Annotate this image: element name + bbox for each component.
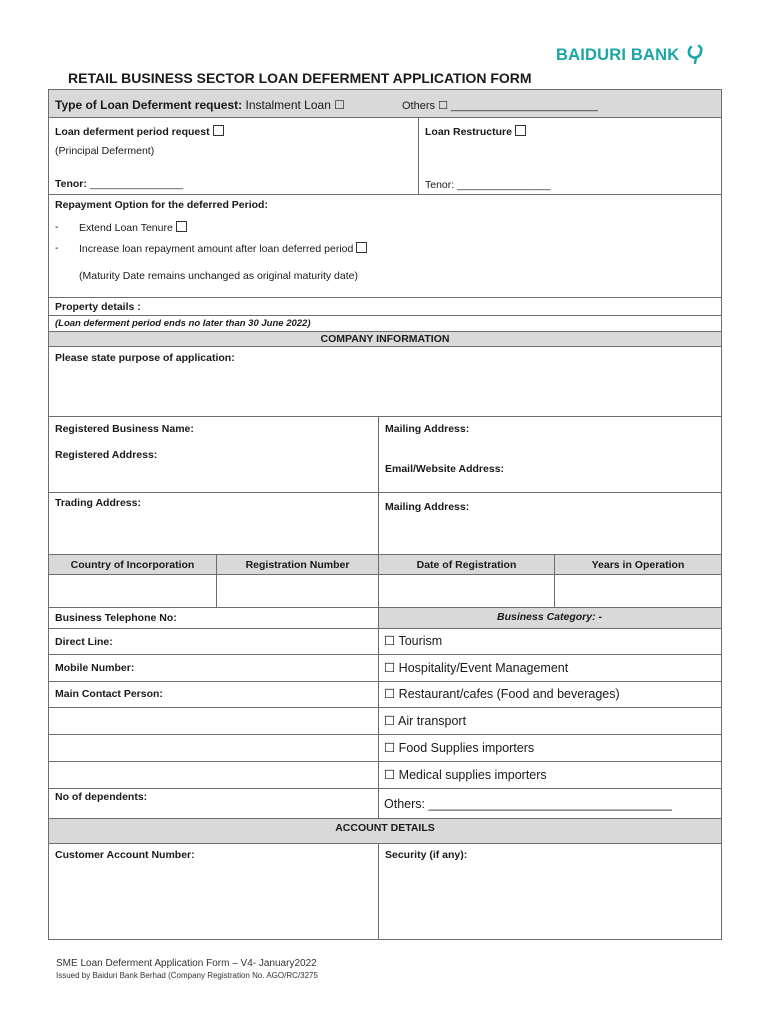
direct-line-label: Direct Line: bbox=[55, 636, 113, 648]
footer-issuer: Issued by Baiduri Bank Berhad (Company Registration No. AGO/RC/3275 bbox=[56, 971, 318, 980]
divider bbox=[48, 194, 722, 195]
divider bbox=[48, 734, 722, 735]
category-others-field[interactable]: Others: ___________________________________ bbox=[384, 797, 672, 811]
divider-vertical bbox=[378, 416, 379, 607]
divider bbox=[48, 297, 722, 298]
purpose-label: Please state purpose of application: bbox=[55, 352, 235, 364]
mailing-address-label: Mailing Address: bbox=[385, 423, 470, 435]
request-type-label: Type of Loan Deferment request: bbox=[55, 98, 243, 112]
deferment-period-label: Loan deferment period request bbox=[55, 126, 210, 138]
deferment-period-checkbox[interactable] bbox=[213, 125, 224, 136]
divider bbox=[48, 607, 722, 608]
dependents-label: No of dependents: bbox=[55, 791, 148, 803]
repayment-option-1 bbox=[79, 221, 187, 234]
divider bbox=[48, 554, 722, 555]
divider bbox=[48, 681, 722, 682]
tenor-right-field[interactable]: Tenor: ________________ bbox=[425, 179, 551, 191]
category-food-supplies[interactable]: ☐ Food Supplies importers bbox=[384, 741, 535, 755]
divider bbox=[48, 707, 722, 708]
divider bbox=[48, 654, 722, 655]
main-contact-label: Main Contact Person: bbox=[55, 688, 163, 700]
divider bbox=[48, 761, 722, 762]
divider bbox=[48, 416, 722, 417]
category-tourism[interactable]: ☐ Tourism bbox=[384, 634, 443, 648]
email-website-label: Email/Website Address: bbox=[385, 463, 505, 475]
bank-logo bbox=[556, 46, 705, 65]
repayment-dash: - bbox=[55, 221, 59, 233]
deferment-period-row bbox=[55, 125, 224, 138]
divider bbox=[48, 492, 722, 493]
divider bbox=[48, 574, 722, 575]
divider bbox=[48, 818, 722, 819]
category-air-transport[interactable]: ☐ Air transport bbox=[384, 714, 467, 728]
mobile-number-label: Mobile Number: bbox=[55, 662, 135, 674]
account-details-header: ACCOUNT DETAILS bbox=[335, 822, 435, 834]
tenor-left-row bbox=[55, 178, 183, 190]
company-info-header: COMPANY INFORMATION bbox=[320, 333, 450, 345]
telephone-label: Business Telephone No: bbox=[55, 612, 177, 624]
registered-name-label: Registered Business Name: bbox=[55, 423, 194, 435]
divider bbox=[48, 843, 722, 844]
repayment-label: Repayment Option for the deferred Period: bbox=[55, 199, 268, 211]
divider bbox=[48, 788, 722, 789]
category-restaurant[interactable]: ☐ Restaurant/cafes (Food and beverages) bbox=[384, 687, 620, 701]
trading-address-label: Trading Address: bbox=[55, 497, 141, 509]
repayment-option-2 bbox=[79, 242, 367, 255]
loan-restructure-label: Loan Restructure bbox=[425, 126, 512, 138]
divider bbox=[48, 331, 722, 332]
tenor-left-label: Tenor: bbox=[55, 178, 87, 190]
divider-vertical bbox=[378, 607, 379, 818]
maturity-note: (Maturity Date remains unchanged as original maturity date) bbox=[79, 270, 358, 282]
extend-tenure-checkbox[interactable] bbox=[176, 221, 187, 232]
baiduri-logo-mark-icon bbox=[687, 44, 705, 64]
divider bbox=[48, 346, 722, 347]
loan-restructure-row bbox=[425, 125, 526, 138]
business-category-header: Business Category: - bbox=[496, 611, 603, 623]
category-medical-supplies[interactable]: ☐ Medical supplies importers bbox=[384, 768, 547, 782]
category-hospitality[interactable]: ☐ Hospitality/Event Management bbox=[384, 661, 569, 675]
tenor-left-field[interactable]: ________________ bbox=[89, 178, 184, 190]
country-column-header: Country of Incorporation bbox=[70, 559, 195, 571]
registration-number-column-header: Registration Number bbox=[245, 559, 350, 571]
extend-tenure-label: Extend Loan Tenure bbox=[79, 222, 173, 234]
mailing-address-label-2: Mailing Address: bbox=[385, 501, 470, 513]
registered-address-label: Registered Address: bbox=[55, 449, 158, 461]
years-operation-column-header: Years in Operation bbox=[591, 559, 685, 571]
repayment-dash: - bbox=[55, 242, 59, 254]
account-number-label: Customer Account Number: bbox=[55, 849, 195, 861]
form-title: RETAIL BUSINESS SECTOR LOAN DEFERMENT APPLICATION FORM bbox=[68, 70, 532, 86]
request-row bbox=[55, 98, 345, 112]
divider bbox=[48, 628, 722, 629]
instalment-loan-option[interactable]: Instalment Loan ☐ bbox=[245, 98, 345, 112]
application-form bbox=[48, 89, 722, 940]
deferment-end-note: (Loan deferment period ends no later than 30 June 2022) bbox=[55, 318, 311, 329]
property-details-label: Property details : bbox=[55, 301, 141, 313]
others-option[interactable]: Others ☐ ________________________ bbox=[402, 100, 598, 112]
date-registration-column-header: Date of Registration bbox=[416, 559, 517, 571]
increase-repayment-label: Increase loan repayment amount after loan deferred period bbox=[79, 243, 354, 255]
security-label: Security (if any): bbox=[385, 849, 468, 861]
principal-deferment-note: (Principal Deferment) bbox=[55, 145, 155, 157]
increase-repayment-checkbox[interactable] bbox=[356, 242, 367, 253]
loan-restructure-checkbox[interactable] bbox=[515, 125, 526, 136]
bank-name: BAIDURI BANK bbox=[556, 46, 680, 64]
divider bbox=[48, 315, 722, 316]
divider bbox=[48, 117, 722, 118]
footer-version: SME Loan Deferment Application Form – V4- January2022 bbox=[56, 958, 317, 969]
divider-vertical bbox=[378, 843, 379, 940]
divider-vertical bbox=[418, 117, 419, 194]
